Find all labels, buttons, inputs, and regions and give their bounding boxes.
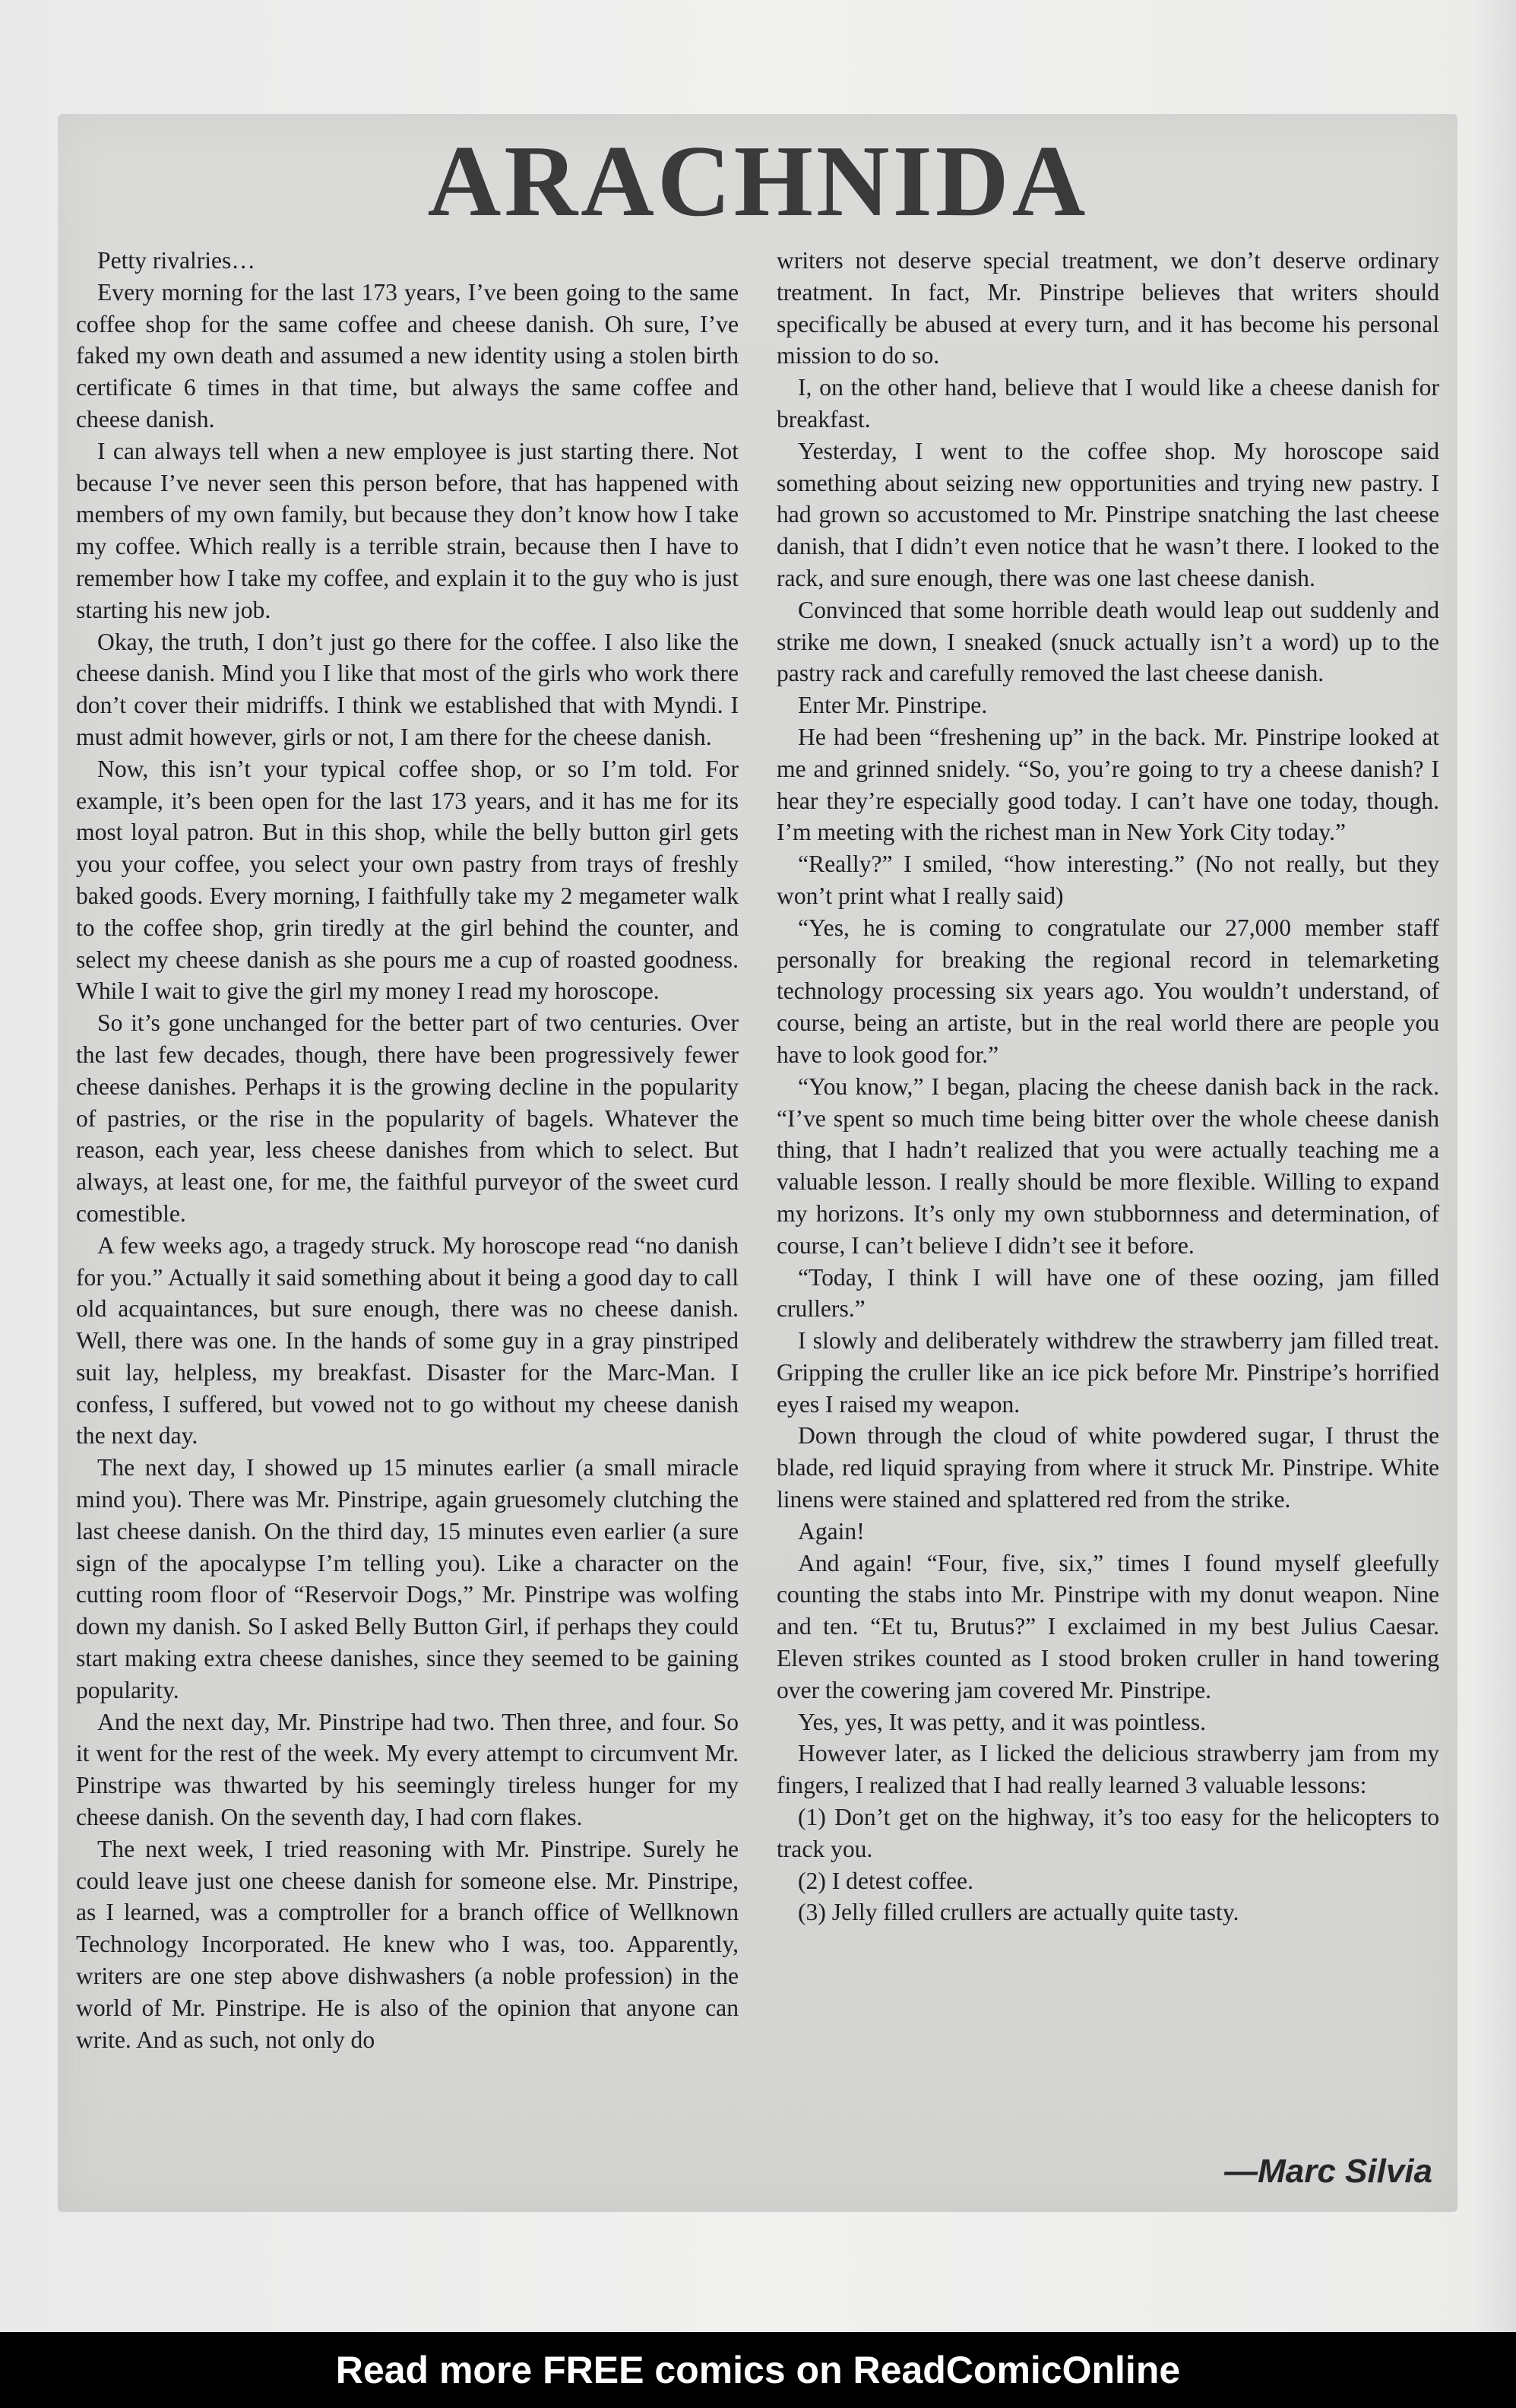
paragraph: Yes, yes, It was petty, and it was pointless. xyxy=(798,1708,1207,1735)
paragraph: However later, as I licked the delicious strawberry jam from my fingers, I realized that I had really learned 3 valuable lessons: xyxy=(777,1740,1439,1799)
author-byline: —Marc Silvia xyxy=(1224,2153,1432,2190)
paragraph: Enter Mr. Pinstripe. xyxy=(798,692,988,719)
paragraph: “Really?” I smiled, “how interesting.” (No not really, but they won’t print what I really said) xyxy=(777,851,1439,909)
paragraph: Now, this isn’t your typical coffee shop, or so I’m told. For example, it’s been open for the last 173 years, and it has me for its most loyal patron. But in this shop, while the belly button girl gets you your coffee, you select your own pastry from trays of freshly baked goods. Every morning, I faithfully take my 2 megameter walk to the coffee shop, grin tiredly at the girl behind the counter, and select my cheese danish as she pours me a cup of roasted goodness. While I wait to give the girl my money I read my horoscope. xyxy=(76,755,739,1005)
paragraph: So it’s gone unchanged for the better part of two centuries. Over the last few decades, though, there have been progressively fewer cheese danishes. Perhaps it is the growing decline in the popularity of pastries, or the rise in the popularity of bagels. Whatever the reason, each year, less cheese danishes from which to select. But always, at least one, for me, the faithful purveyor of the sweet curd comestible. xyxy=(76,1009,739,1227)
left-text-column xyxy=(76,245,739,2055)
story-title: ARACHNIDA xyxy=(427,125,1089,237)
paragraph: Down through the cloud of white powdered sugar, I thrust the blade, red liquid spraying from where it struck Mr. Pinstripe. White linens were stained and splattered red from the strike. xyxy=(777,1422,1439,1513)
paragraph: And again! “Four, five, six,” times I found myself gleefully counting the stabs into Mr. Pinstripe with my donut weapon. Nine and ten. “Et tu, Brutus?” I exclaimed in my best Julius Caesar. Eleven strikes counted as I stood broken cruller in hand towering over the cowering jam covered Mr. Pinstripe. xyxy=(777,1549,1439,1703)
paragraph: A few weeks ago, a tragedy struck. My horoscope read “no danish for you.” Actually it said something about it being a good day to call old acquaintances, but sure enough, there was no cheese danish. Well, there was one. In the hands of some guy in a gray pinstriped suit lay, helpless, my breakfast. Disaster for the Marc-Man. I confess, I suffered, but vowed not to go without my cheese danish the next day. xyxy=(76,1231,739,1450)
paragraph: Again! xyxy=(798,1517,865,1545)
paragraph: writers not deserve special treatment, we don’t deserve ordinary treatment. In fact, Mr. Pinstripe believes that writers should specifically be abused at every turn, and it has become his personal mission to do so. xyxy=(777,247,1439,369)
paragraph: And the next day, Mr. Pinstripe had two. Then three, and four. So it went for the rest of the week. My every attempt to circumvent Mr. Pinstripe was thwarted by his seemingly tireless hunger for my cheese danish. On the seventh day, I had corn flakes. xyxy=(76,1708,739,1831)
page-edge-shadow xyxy=(1473,0,1516,2332)
paragraph: Petty rivalries… xyxy=(97,247,255,274)
paragraph: (3) Jelly filled crullers are actually quite tasty. xyxy=(798,1899,1239,1926)
paragraph: I can always tell when a new employee is just starting there. Not because I’ve never seen this person before, that has happened with members of my own family, but because they don’t know how I take my coffee. Which really is a terrible strain, because then I have to remember how I take my coffee, and explain it to the guy who is just starting his new job. xyxy=(76,437,739,623)
paragraph: He had been “freshening up” in the back. Mr. Pinstripe looked at me and grinned snidely. “So, you’re going to try a cheese danish? I hear they’re especially good today. I can’t have one today, though. I’m meeting with the richest man in New York City today.” xyxy=(777,723,1439,846)
paragraph: Yesterday, I went to the coffee shop. My horoscope said something about seizing new opportunities and trying new pastry. I had grown so accustomed to Mr. Pinstripe snatching the last cheese danish, that I didn’t even notice that he wasn’t there. I looked to the rack, and sure enough, there was one last cheese danish. xyxy=(777,437,1439,591)
paragraph: “You know,” I began, placing the cheese danish back in the rack. “I’ve spent so much time being bitter over the whole cheese danish thing, that I hadn’t realized that you were actually teaching me a valuable lesson. I really should be more flexible. Willing to expand my horizons. It’s only my own stubbornness and determination, of course, I can’t believe I didn’t see it before. xyxy=(777,1073,1439,1259)
paragraph: The next day, I showed up 15 minutes earlier (a small miracle mind you). There was Mr. Pinstripe, again gruesomely clutching the last cheese danish. On the third day, 15 minutes even earlier (a sure sign of the apocalypse I’m telling you). Like a character on the cutting room floor of “Reservoir Dogs,” Mr. Pinstripe was wolfing down my danish. So I asked Belly Button Girl, if perhaps they could start making extra cheese danishes, since they seemed to be gaining popularity. xyxy=(76,1454,739,1703)
paragraph: Every morning for the last 173 years, I’ve been going to the same coffee shop for the same coffee and cheese danish. Oh sure, I’ve faked my own death and assumed a new identity using a stolen birth certificate 6 times in that time, but always the same coffee and cheese danish. xyxy=(76,278,739,432)
right-text-column xyxy=(777,245,1439,1928)
paragraph: (1) Don’t get on the highway, it’s too easy for the helicopters to track you. xyxy=(777,1804,1439,1862)
paragraph: “Yes, he is coming to congratulate our 27,000 member staff personally for breaking the regional record in telemarketing technology processing six years ago. You wouldn’t understand, of course, being an artiste, but in the real world there are people you have to look good for.” xyxy=(777,914,1439,1068)
paragraph: Convinced that some horrible death would leap out suddenly and strike me down, I sneaked (snuck actually isn’t a word) up to the pastry rack and carefully removed the last cheese danish. xyxy=(777,596,1439,687)
paragraph: Okay, the truth, I don’t just go there for the coffee. I also like the cheese danish. Mind you I like that most of the girls who work there don’t cover their midriffs. I think we established that with Myndi. I must admit however, girls or not, I am there for the cheese danish. xyxy=(76,628,739,750)
paragraph: I slowly and deliberately withdrew the strawberry jam filled treat. Gripping the cruller like an ice pick before Mr. Pinstripe’s horrified eyes I raised my weapon. xyxy=(777,1327,1439,1418)
paragraph: I, on the other hand, believe that I would like a cheese danish for breakfast. xyxy=(777,374,1439,432)
paragraph: (2) I detest coffee. xyxy=(798,1867,973,1894)
paragraph: The next week, I tried reasoning with Mr. Pinstripe. Surely he could leave just one cheese danish for someone else. Mr. Pinstripe, as I learned, was a comptroller for a branch office of Wellknown Technology Incorporated. He knew who I was, too. Apparently, writers are one step above dishwashers (a noble profession) in the world of Mr. Pinstripe. He is also of the opinion that anyone can write. And as such, not only do xyxy=(76,1835,739,2053)
paragraph: “Today, I think I will have one of these oozing, jam filled crullers.” xyxy=(777,1263,1439,1323)
footer-banner[interactable]: Read more FREE comics on ReadComicOnline xyxy=(0,2332,1516,2408)
